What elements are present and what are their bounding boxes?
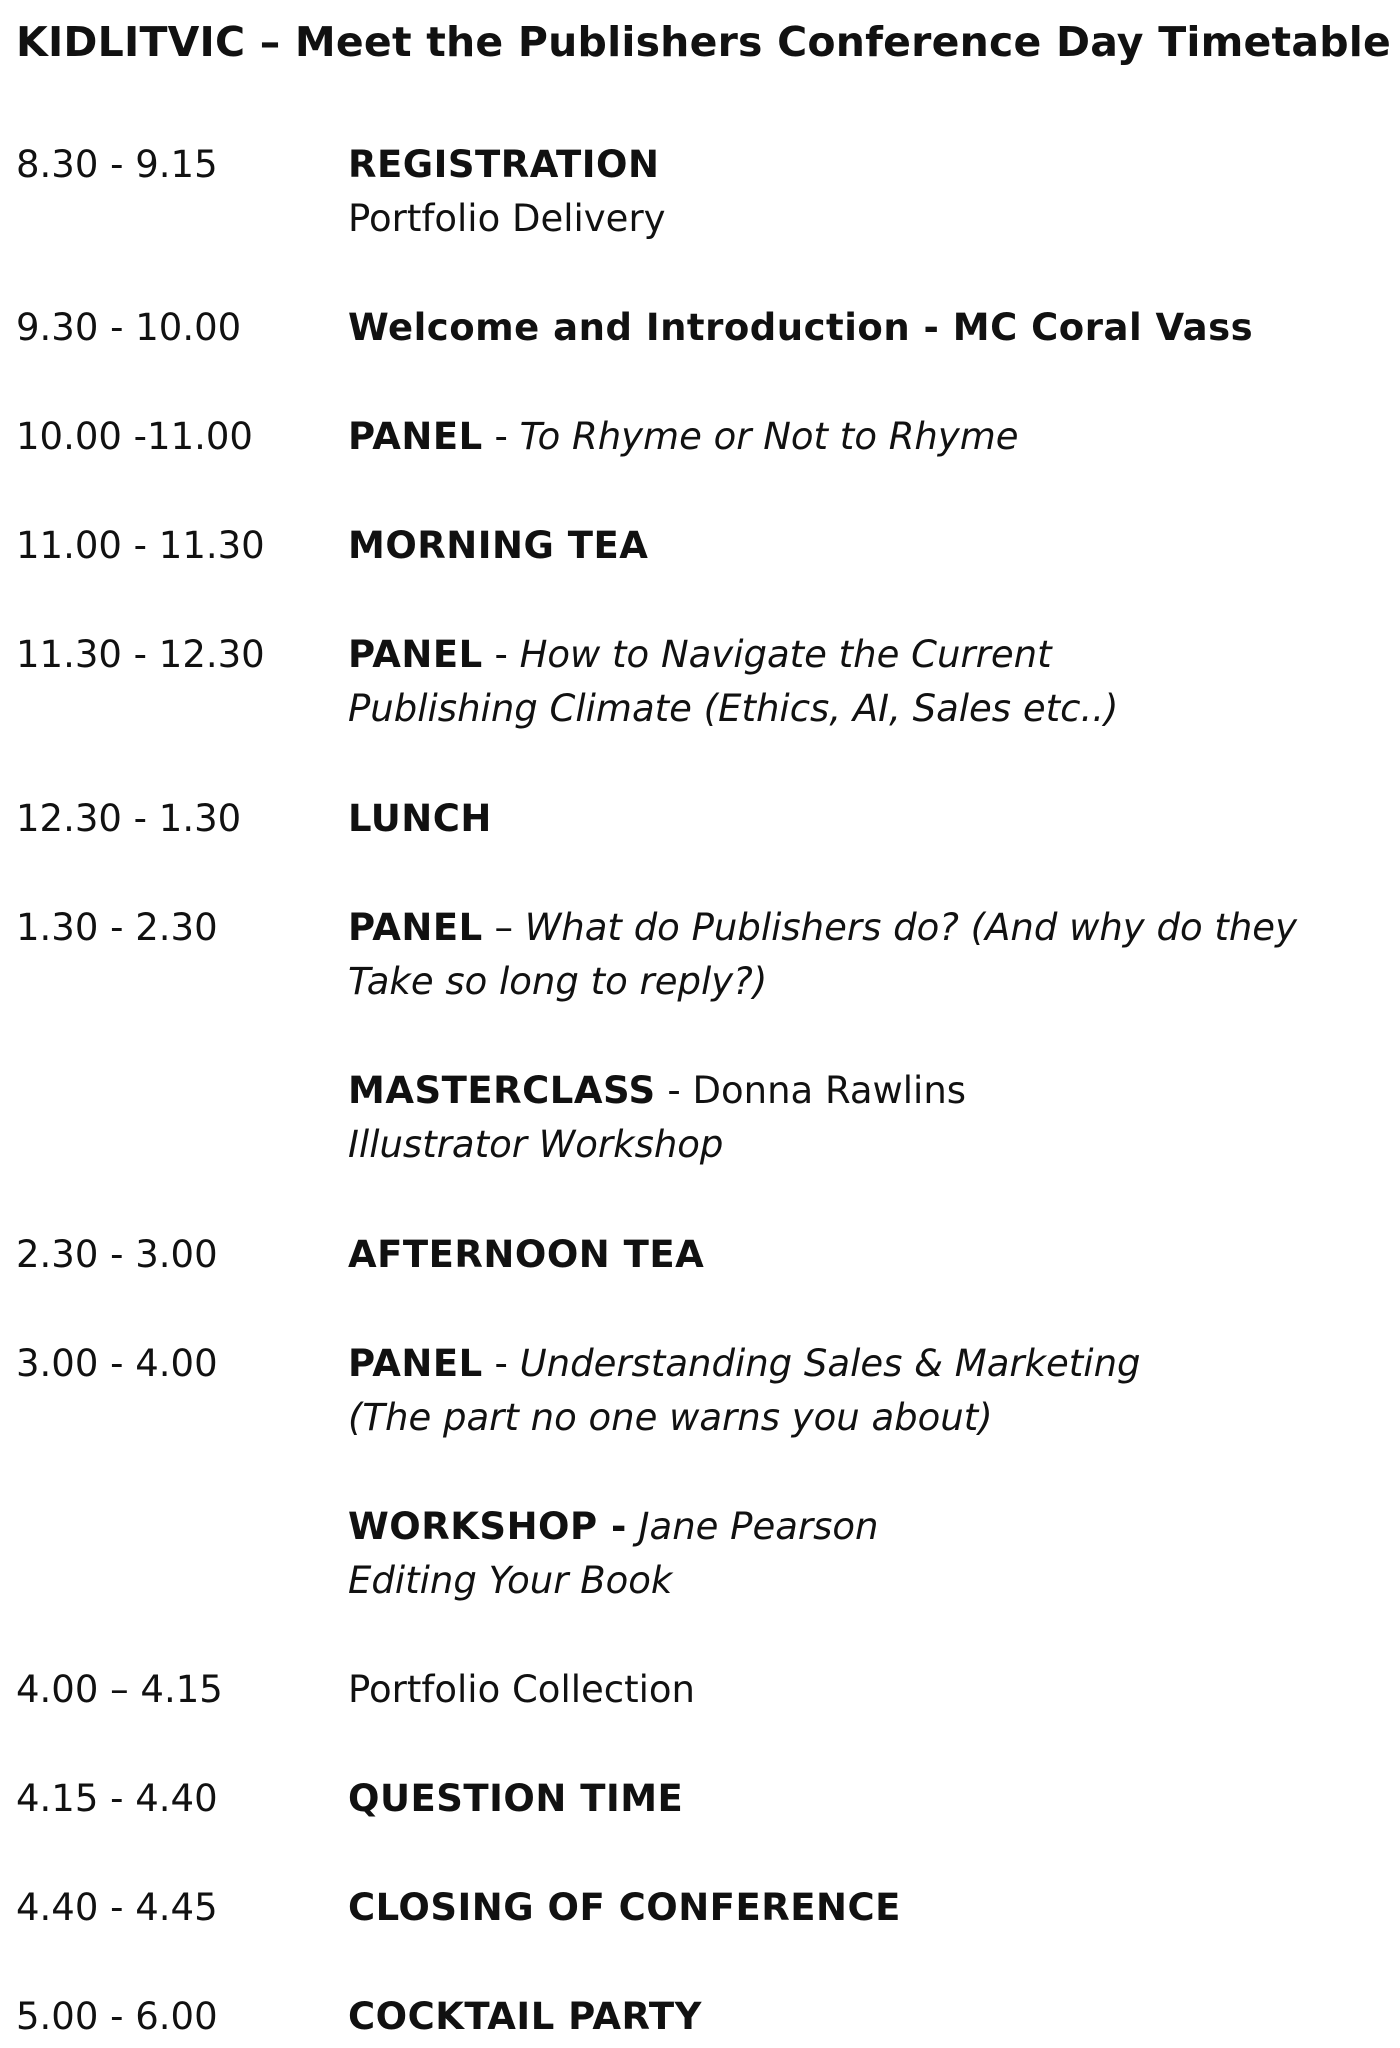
event-topic: Understanding Sales & Marketing <box>519 1342 1141 1385</box>
event-heading: QUESTION TIME <box>348 1777 684 1820</box>
event <box>348 628 1388 736</box>
event-separator: - <box>655 1069 693 1112</box>
event <box>348 1064 1388 1172</box>
time-slot: 5.00 - 6.00 <box>16 1995 218 2038</box>
event-topic: Jane Pearson <box>638 1505 879 1548</box>
event-separator: - <box>482 633 520 676</box>
event-topic: What do Publishers do? (And why do they <box>524 906 1297 949</box>
event <box>348 1772 1388 1826</box>
event-heading: PANEL <box>348 1342 483 1385</box>
event-heading: PANEL <box>348 906 483 949</box>
event-heading: PANEL <box>348 415 483 458</box>
event <box>348 519 1388 573</box>
time-slot: 10.00 -11.00 <box>16 415 253 458</box>
event <box>348 1663 1388 1717</box>
event <box>348 1990 1388 2044</box>
time-slot: 11.00 - 11.30 <box>16 524 265 567</box>
event-heading: REGISTRATION <box>348 143 660 186</box>
event-separator: – <box>482 906 525 949</box>
event-heading: WORKSHOP - <box>348 1505 627 1548</box>
time-slot: 8.30 - 9.15 <box>16 143 218 186</box>
event <box>348 792 1388 846</box>
event-heading: Welcome and Introduction - MC Coral Vass <box>348 306 1254 349</box>
event-topic-continued: Illustrator Workshop <box>348 1123 724 1166</box>
event <box>348 1228 1388 1282</box>
event-topic-continued: Publishing Climate (Ethics, AI, Sales etc..) <box>348 687 1119 730</box>
event <box>348 138 1388 246</box>
time-slot: 3.00 - 4.00 <box>16 1342 218 1385</box>
event-topic-continued: (The part no one warns you about) <box>348 1396 993 1439</box>
event <box>348 301 1388 355</box>
time-slot: 2.30 - 3.00 <box>16 1233 218 1276</box>
event-heading: PANEL <box>348 633 483 676</box>
event-heading: COCKTAIL PARTY <box>348 1995 702 2038</box>
event <box>348 1500 1388 1608</box>
event-subtitle: Portfolio Delivery <box>348 197 666 240</box>
event-heading: AFTERNOON TEA <box>348 1233 705 1276</box>
time-slot: 11.30 - 12.30 <box>16 633 265 676</box>
event-topic-continued: Editing Your Book <box>348 1559 673 1602</box>
event-heading: MASTERCLASS <box>348 1069 656 1112</box>
event <box>348 1881 1388 1935</box>
event-topic: To Rhyme or Not to Rhyme <box>519 415 1019 458</box>
event-separator: - <box>482 415 520 458</box>
time-slot: 1.30 - 2.30 <box>16 906 218 949</box>
event-separator <box>627 1505 639 1548</box>
event-presenter: Donna Rawlins <box>692 1069 967 1112</box>
time-slot: 4.00 – 4.15 <box>16 1668 223 1711</box>
event-topic-continued: Take so long to reply?) <box>348 960 768 1003</box>
event <box>348 1337 1388 1445</box>
event-heading: CLOSING OF CONFERENCE <box>348 1886 901 1929</box>
event <box>348 410 1388 464</box>
event-heading: MORNING TEA <box>348 524 649 567</box>
time-slot: 12.30 - 1.30 <box>16 797 242 840</box>
event-heading: LUNCH <box>348 797 492 840</box>
time-slot: 9.30 - 10.00 <box>16 306 242 349</box>
time-slot: 4.15 - 4.40 <box>16 1777 218 1820</box>
event-plain: Portfolio Collection <box>348 1668 695 1711</box>
event-topic: How to Navigate the Current <box>519 633 1052 676</box>
event <box>348 901 1388 1009</box>
page-title: KIDLITVIC – Meet the Publishers Conference Day Timetable <box>16 18 1392 66</box>
event-separator: - <box>482 1342 520 1385</box>
time-slot: 4.40 - 4.45 <box>16 1886 218 1929</box>
